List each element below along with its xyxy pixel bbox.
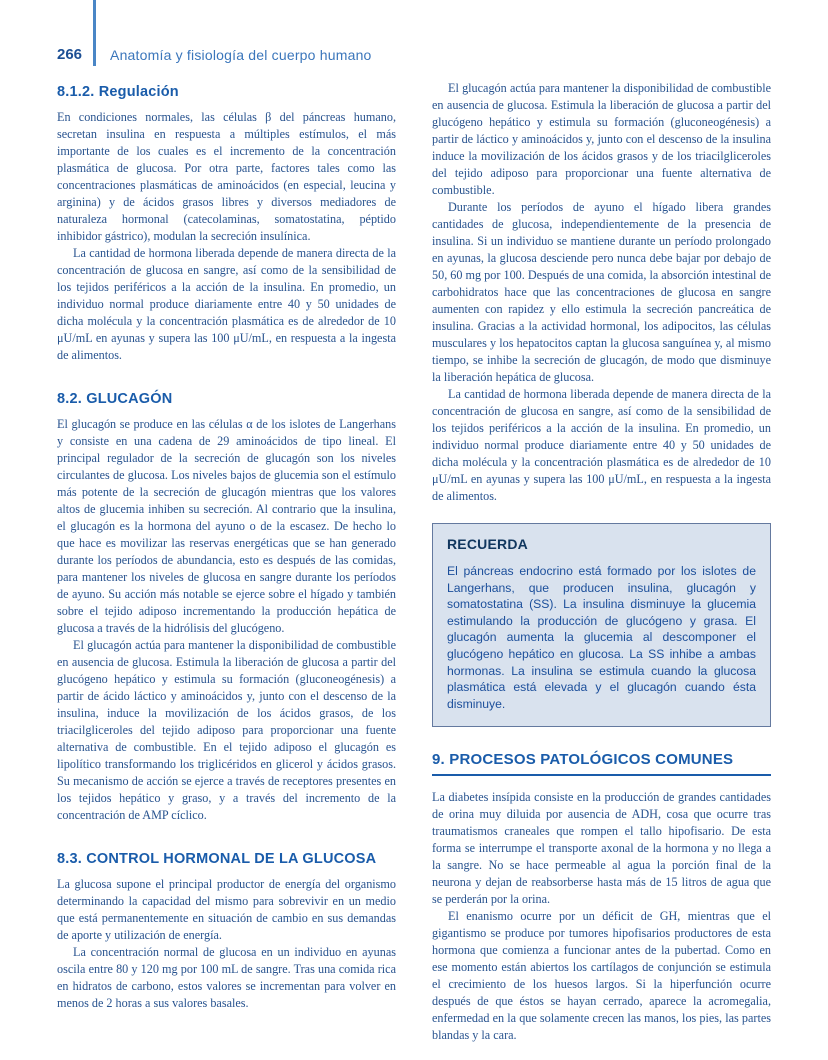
heading-9-procesos-patologicos: 9. PROCESOS PATOLÓGICOS COMUNES xyxy=(432,751,771,776)
header-vertical-rule xyxy=(93,0,96,66)
paragraph: La concentración normal de glucosa en un individuo en ayunas oscila entre 80 y 120 mg por 100 mL de sangre. Tras una comida rica en hidratos de carbono, estos valores se incrementan para volver en menos de 2 horas a sus valores basales. xyxy=(57,945,396,1010)
recuerda-box-text: El páncreas endocrino está formado por los islotes de Langerhans, que producen insulina, glucagón y somatostatina (SS). La insulina disminuye la glucemia estimulando la producción de glucógeno y grasa. El glucagón aumenta la glucemia al descomponer el glucógeno hepático en glucosa. La SS inhibe a ambas hormonas. La insulina se estimula cuando la glucosa plasmática está elevada y el glucagón cuando ésta disminuye. xyxy=(447,564,756,711)
paragraph: La diabetes insípida consiste en la producción de grandes cantidades de orina muy diluida por ausencia de ADH, cosa que ocurre tras traumatismos craneales que rompen el tallo hipofisario. De esta forma se interrumpe el transporte axonal de la hormona y no llega a la sangre. No se hace permeable al agua la porción final de la neurona y dejan de reabsorberse hasta más de 15 litros de agua que se perderán por la orina. xyxy=(432,790,771,907)
paragraph: El glucagón actúa para mantener la disponibilidad de combustible en ausencia de glucosa. Estimula la liberación de glucosa a partir del glucógeno hepático y estimula su formación (gluconeogénesis) a partir de ácido láctico y aminoácidos y, junto con el descenso de la insulina, induce la movilización de los ácidos grasos, de los triacilgliceroles del tejido adiposo para proporcionar una fuente alternativa de combustible. En el tejido adiposo el glucagón es lipolítico transformando los triglicéridos en glicerol y ácidos grasos. Su mecanismo de acción se ejerce a través de receptores presentes en los tejidos hepático y graso, y a través del incremento de la concentración de AMP cíclico. xyxy=(57,638,396,822)
paragraph: El enanismo ocurre por un déficit de GH, mientras que el gigantismo se produce por tumores hipofisarios productores de esta hormona que comienza a funcionar antes de la pubertad. Como en ese momento están abiertos los cartílagos de conjunción se estimula el crecimiento de los huesos largos. Si la hiperfunción ocurre después de que éstos se hayan cerrado, aparece la acromegalia, enfermedad en la que solamente crecen las manos, los pies, las partes blandas y la cara. xyxy=(432,909,771,1043)
left-column xyxy=(57,84,396,1012)
paragraph: En condiciones normales, las células β del páncreas humano, secretan insulina en respuesta a múltiples estímulos, el más importante de los cuales es el incremento de la concentración plasmática de glucosa. Por otra parte, factores tales como las concentraciones plasmáticas de aminoácidos (en especial, leucina y arginina) y de ácidos grasos libres y diversos mediadores de naturaleza hormonal (catecolaminas, somatostatina, péptido inhibidor gástrico), modulan la secreción insulínica. xyxy=(57,110,396,243)
recuerda-callout-box xyxy=(432,523,771,727)
paragraph: La cantidad de hormona liberada depende de manera directa de la concentración de glucosa en sangre, así como de la sensibilidad de los tejidos periféricos a la acción de la insulina. En promedio, un individuo normal produce diariamente entre 40 y 50 unidades de dicha molécula y la concentración plasmática es de alrededor de 10 μU/mL en ayunas y supera las 100 μU/mL, en respuesta a la ingesta de alimentos. xyxy=(57,246,396,362)
paragraph: La cantidad de hormona liberada depende de manera directa de la concentración de glucosa en sangre, así como de la sensibilidad de los tejidos periféricos a la acción de la insulina. En promedio, un individuo normal produce diariamente entre 40 y 50 unidades de dicha molécula y la concentración plasmática es de alrededor de 10 μU/mL en ayunas y supera las 100 μU/mL, en respuesta a la ingesta de alimentos. xyxy=(432,387,771,503)
book-title: Anatomía y fisiología del cuerpo humano xyxy=(110,47,372,63)
heading-8-2-glucagon: 8.2. GLUCAGÓN xyxy=(57,391,173,407)
page-number: 266 xyxy=(57,46,83,63)
right-column xyxy=(432,80,771,1044)
heading-8-3-control-hormonal: 8.3. CONTROL HORMONAL DE LA GLUCOSA xyxy=(57,851,377,867)
paragraph: El glucagón actúa para mantener la disponibilidad de combustible en ausencia de glucosa. Estimula la liberación de glucosa a partir del glucógeno hepático y estimula su formación (gluconeogénesis) a partir de láctico y aminoácidos y, junto con el descenso de la insulina induce la movilización de los ácidos grasos y de los triacilgliceroles del tejido adiposo para proporcionar una fuente alternativa de combustible. xyxy=(432,81,771,197)
recuerda-box-title: RECUERDA xyxy=(447,536,528,552)
paragraph: La glucosa supone el principal productor de energía del organismo determinando la capacidad del mismo para sobrevivir en un medio que está permanentemente en situación de cambio en sus demandas de aporte y utilización de energía. xyxy=(57,877,396,942)
heading-8-1-2-regulacion: 8.1.2. Regulación xyxy=(57,84,179,100)
paragraph: Durante los períodos de ayuno el hígado libera grandes cantidades de glucosa, independientemente de la presencia de insulina. Si un individuo se mantiene durante un período prolongado en ayunas, la glucosa desciende pero nunca debe bajar por debajo de 50, 60 mg por 100. Después de una comida, la absorción intestinal de carbohidratos hace que las concentraciones de glucosa en sangre aumenten con rapidez y ello estimula la secreción pancreática de insulina. Gracias a la actividad hormonal, los adipocitos, las células musculares y los hepatocitos captan la glucosa sanguínea y, al mismo tiempo, se inhibe la secreción de glucagón, de modo que disminuye la liberación hepática de glucosa. xyxy=(432,200,771,384)
paragraph: El glucagón se produce en las células α de los islotes de Langerhans y consiste en una cadena de 29 aminoácidos de tipo lineal. El principal regulador de la secreción de glucagón son los niveles circulantes de glucosa. Los niveles bajos de glucemia son el estímulo más potente de la secreción de glucagón mientras que los valores altos de glucemia inhiben su secreción. Al contrario que la insulina, el glucagón es la hormona del ayuno o de la escasez. De hecho lo que hace es movilizar las reservas energéticas que se han generado durante los períodos de abundancia, esto es después de las comidas, para mantener los niveles de glucosa en sangre durante los períodos de ayuno. Su acción más notable se ejerce sobre el hígado y también sobre el tejido adiposo incrementando la producción hepática de glucosa a través de la hidrólisis del glucógeno. xyxy=(57,417,396,635)
running-head xyxy=(57,0,372,66)
